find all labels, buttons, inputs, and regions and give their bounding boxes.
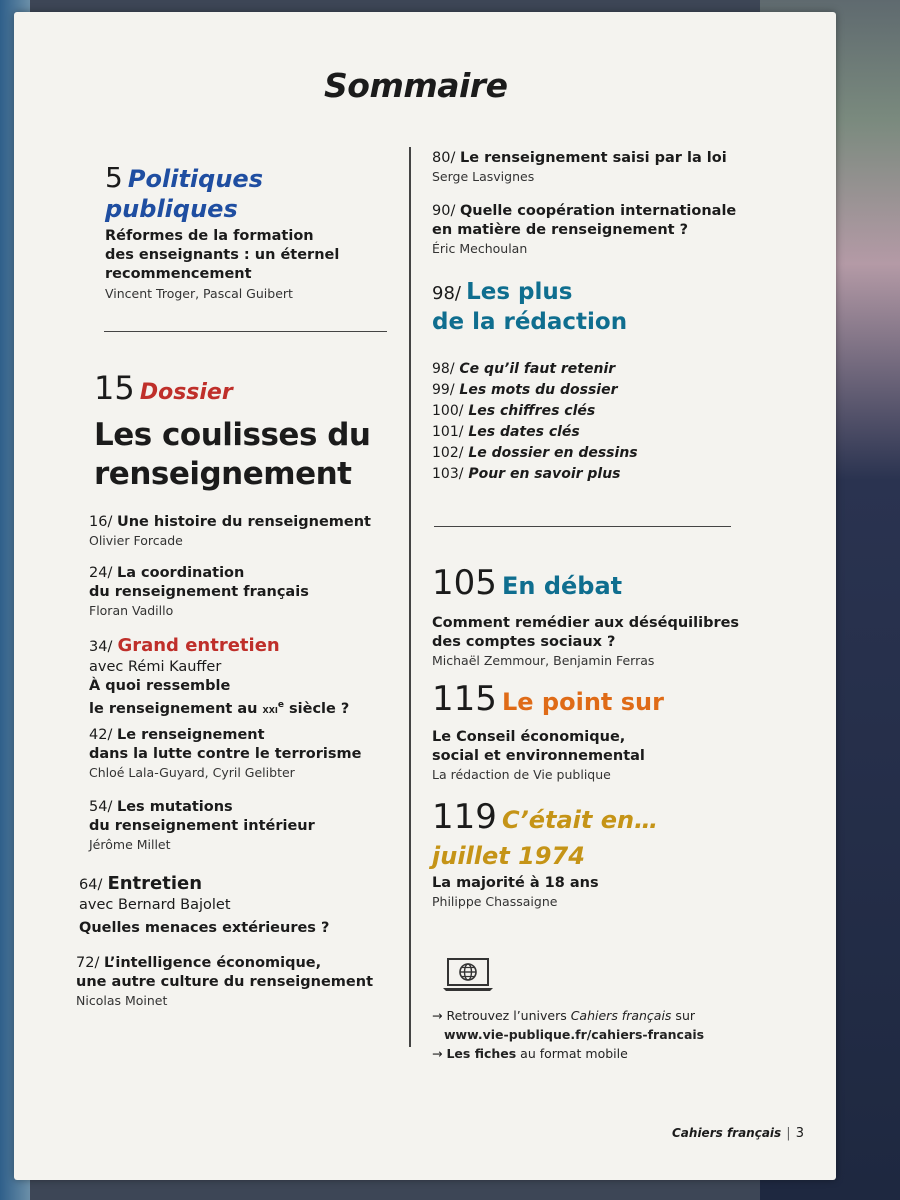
web-links [432,1006,704,1063]
article-num: 16/ [89,514,113,530]
debat-num: 105 [432,563,497,603]
plus-head-1: Les plus [466,279,573,305]
plus-block [432,278,627,336]
plus-item: 98/ Ce qu’il faut retenir [432,361,616,377]
plus-head-2: de la rédaction [432,309,628,335]
debat-title-1: Comment remédier aux déséquilibres [432,615,740,631]
article-author: Olivier Forcade [89,533,183,548]
magazine-page [14,12,836,1180]
article-90 [432,202,736,257]
page-footer [672,1122,804,1141]
footer-separator: | [786,1126,791,1141]
debat-head: En débat [502,572,623,600]
article-title: Quelle coopération internationale [459,203,737,219]
article-num: 64/ [79,877,103,893]
article-sub: avec Rémi Kauffer [89,659,222,675]
plus-item: 101/ Les dates clés [432,424,580,440]
article-bold-2: le renseignement au xxi$^e$ siècle ? [89,700,350,717]
article-author: Nicolas Moinet [76,993,168,1008]
article-title: La coordination [116,565,245,581]
plus-item: 99/ Les mots du dossier [432,382,618,398]
article-title-2: en matière de renseignement ? [432,222,689,238]
plus-item: 103/ Pour en savoir plus [432,466,621,482]
dossier-num: 15 [94,369,135,407]
etait-block [432,798,658,910]
politiques-title-3: recommencement [105,266,252,282]
article-author: Jérôme Millet [89,837,171,852]
article-16 [89,513,371,549]
article-num: 72/ [76,955,100,971]
article-title-2: une autre culture du renseignement [76,974,374,990]
article-80 [432,149,727,185]
dossier-head: Dossier [139,380,233,405]
politiques-block [105,161,340,302]
point-title-1: Le Conseil économique, [432,729,626,745]
article-title-2: dans la lutte contre le terrorisme [89,746,362,762]
dossier-title-1: Les coulisses du [94,417,371,453]
article-54 [89,798,315,853]
politiques-head-1: Politiques [127,165,263,193]
article-bold-1: Quelles menaces extérieures ? [79,920,330,936]
etait-num: 119 [432,797,497,837]
article-num: 24/ [89,565,113,581]
point-author: La rédaction de Vie publique [432,767,611,782]
point-num: 115 [432,679,497,719]
politiques-author: Vincent Troger, Pascal Guibert [105,286,293,301]
web-line-1: → Retrouvez l’univers Cahiers français sur [432,1008,696,1023]
laptop-globe-icon [442,957,494,993]
plus-item: 102/ Le dossier en dessins [432,445,638,461]
politiques-num: 5 [105,161,123,194]
article-title: Le renseignement [116,727,265,743]
article-num: 42/ [89,727,113,743]
etait-head-1: C’était en… [502,806,659,834]
plus-list [432,359,638,485]
article-42 [89,726,361,781]
article-author: Chloé Lala-Guyard, Cyril Gelibter [89,765,295,780]
article-num: 80/ [432,150,456,166]
plus-item: 100/ Les chiffres clés [432,403,596,419]
article-head: Grand entretien [117,635,280,656]
article-title: L’intelligence économique, [103,955,322,971]
article-24 [89,564,309,619]
page-number: 3 [795,1126,805,1141]
article-author: Floran Vadillo [89,603,174,618]
website-link[interactable]: www.vie-publique.fr/cahiers-francais [444,1027,705,1042]
article-title: Le renseignement saisi par la loi [459,150,727,166]
article-bold-1: À quoi ressemble [89,678,231,694]
article-sub: avec Bernard Bajolet [79,897,231,913]
left-divider [104,331,387,332]
debat-title-2: des comptes sociaux ? [432,634,616,650]
politiques-title-1: Réformes de la formation [105,228,314,244]
politiques-head-2: publiques [105,195,238,223]
article-title: Les mutations [116,799,233,815]
article-title-2: du renseignement français [89,584,309,600]
article-num: 90/ [432,203,456,219]
article-title: Une histoire du renseignement [116,514,371,530]
dossier-block [94,370,370,494]
article-title-2: du renseignement intérieur [89,818,315,834]
page-title: Sommaire [324,66,508,105]
right-divider [434,526,731,527]
article-34 [89,634,349,719]
article-72 [76,954,373,1009]
politiques-title-2: des enseignants : un éternel [105,247,340,263]
etait-title: La majorité à 18 ans [432,875,599,891]
article-64 [79,872,329,938]
etait-author: Philippe Chassaigne [432,894,558,909]
article-head: Entretien [107,873,203,894]
etait-head-2: juillet 1974 [432,842,585,870]
article-author: Serge Lasvignes [432,169,535,184]
point-block [432,680,664,783]
point-title-2: social et environnemental [432,748,645,764]
debat-block [432,564,739,669]
dossier-title-2: renseignement [94,456,352,492]
footer-brand: Cahiers français [672,1126,782,1140]
web-line-3: → Les fiches au format mobile [432,1046,628,1061]
article-num: 34/ [89,639,113,655]
column-divider [409,147,411,1047]
plus-num: 98/ [432,283,461,304]
article-num: 54/ [89,799,113,815]
debat-author: Michaël Zemmour, Benjamin Ferras [432,653,655,668]
article-author: Éric Mechoulan [432,241,528,256]
point-head: Le point sur [502,688,664,716]
